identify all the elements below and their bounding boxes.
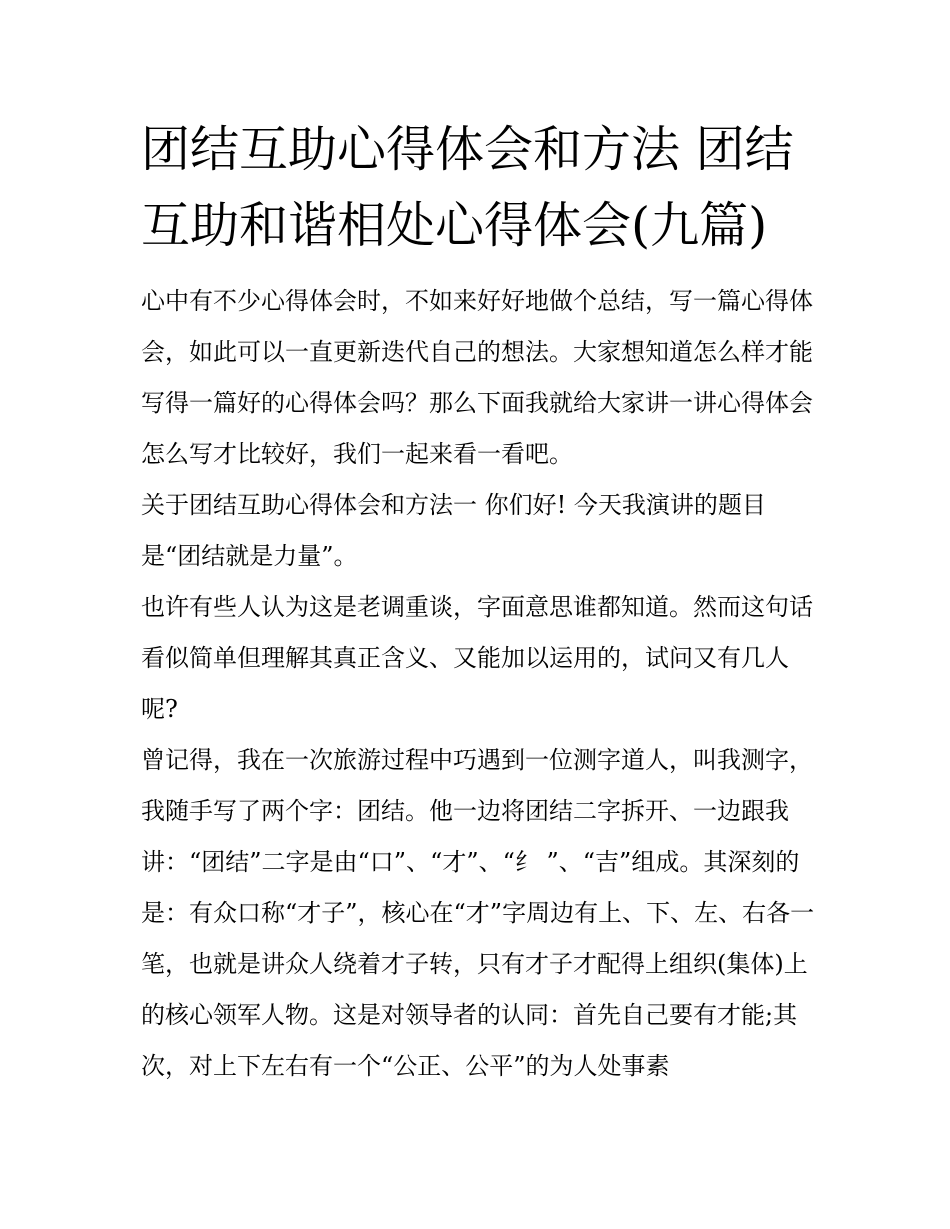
paragraph-fortune-teller: 曾记得，我在一次旅游过程中巧遇到一位测字道人，叫我测字，我随手写了两个字：团结。他一边将团结二字拆开、一边跟我讲：“团结”二字是由“口”、“才”、“纟 ”、“吉”组成。其深刻的是：有众口称“才子”，核心在“才”字周边有上、下、左、右各一笔，也就是讲众人绕着才子转，只有才子才配得上组织(集体)上的核心领军人物。这是对领导者的认同：首先自己要有才能;其次，对上下左右有一个“公正、公平”的为人处事素 — [141, 746, 815, 1080]
document-title: 团结互助心得体会和方法 团结互助和谐相处心得体会(九篇) — [141, 121, 794, 254]
paragraph-intro: 心中有不少心得体会时，不如来好好地做个总结，写一篇心得体会，如此可以一直更新迭代自己的想法。大家想知道怎么样才能写得一篇好的心得体会吗？那么下面我就给大家讲一讲心得体会怎么写才比较好，我们一起来看一看吧。 — [141, 287, 813, 468]
paragraph-meaning: 也许有些人认为这是老调重谈，字面意思谁都知道。然而这句话看似简单但理解其真正含义、又能加以运用的，试问又有几人呢? — [141, 593, 813, 723]
document-body — [141, 276, 817, 1092]
paragraph-speech-opening: 关于团结互助心得体会和方法一 你们好! 今天我演讲的题目是“团结就是力量”。 — [141, 491, 766, 570]
